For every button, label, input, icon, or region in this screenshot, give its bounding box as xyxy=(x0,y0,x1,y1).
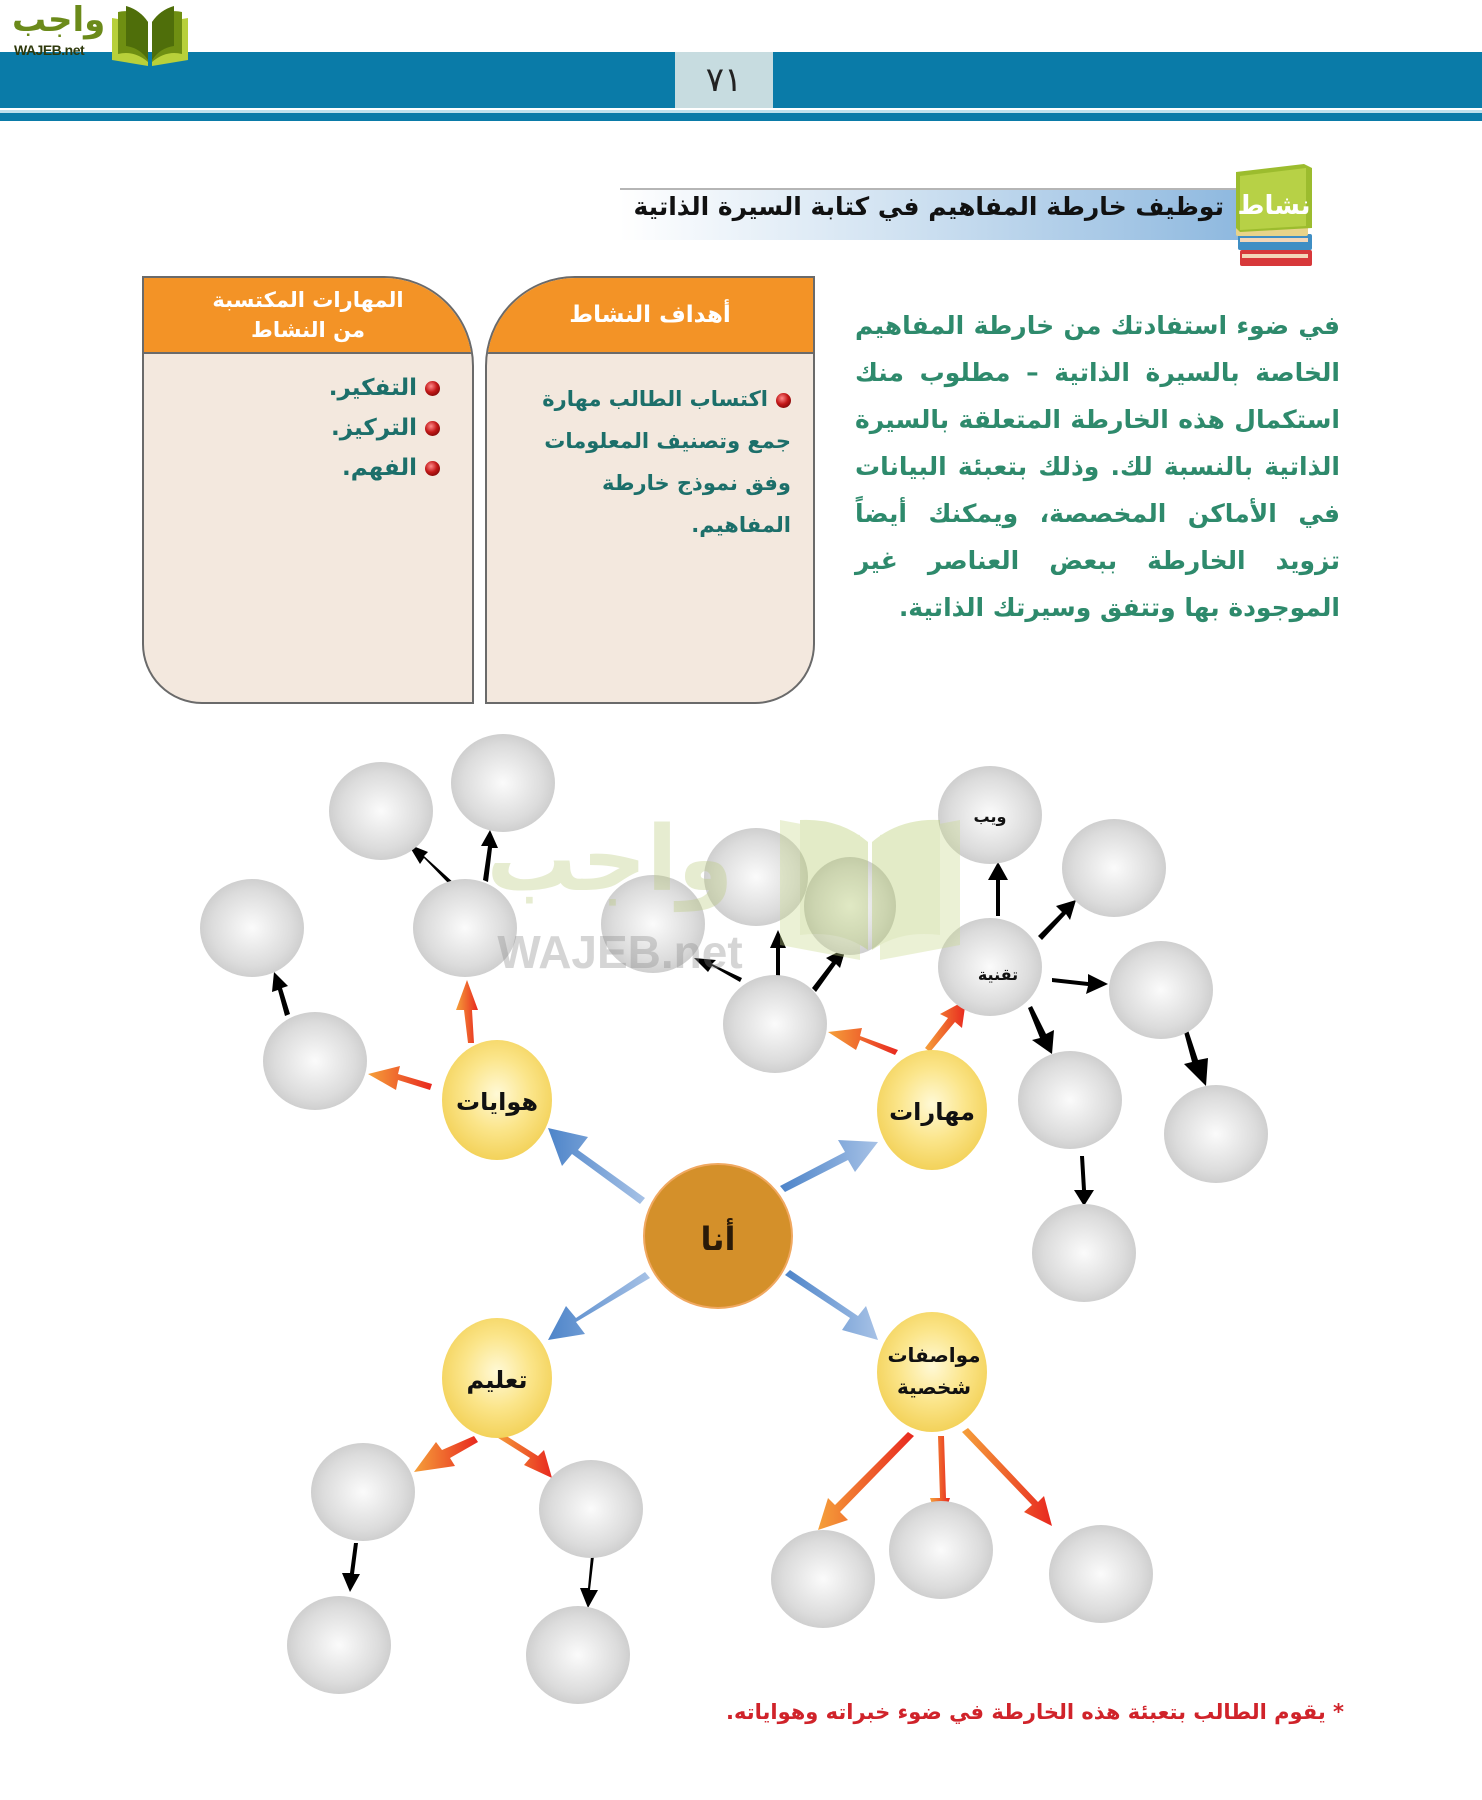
skills-heading-line1: المهارات المكتسبة xyxy=(212,288,404,312)
traits-label-line2: شخصية xyxy=(896,1375,972,1399)
goals-list-item: اكتساب الطالب مهارة جمع وتصنيف المعلومات وفق نموذج خارطة المفاهيم. xyxy=(542,387,791,537)
leaf-node xyxy=(1062,819,1166,917)
svg-text:واجب: واجب xyxy=(486,807,734,912)
web-label: ويب xyxy=(973,807,1007,826)
svg-text:WAJEB.net: WAJEB.net xyxy=(497,926,743,978)
arrow-to-skills-icon xyxy=(780,1140,878,1192)
arrow-to-hobbies-icon xyxy=(548,1128,645,1204)
skills-list-item: التركيز. xyxy=(162,408,440,448)
leaf-node xyxy=(287,1596,391,1694)
activity-title: توظيف خارطة المفاهيم في كتابة السيرة الذاتية xyxy=(633,192,1224,221)
skills-heading-line2: من النشاط xyxy=(251,318,365,342)
leaf-node xyxy=(1032,1204,1136,1302)
leaf-node xyxy=(263,1012,367,1110)
leaf-node xyxy=(723,975,827,1073)
leaf-node xyxy=(539,1460,643,1558)
leaf-node xyxy=(311,1443,415,1541)
center-label: أنا xyxy=(700,1220,736,1258)
skills-list-item: الفهم. xyxy=(162,448,440,488)
logo-text-en: WAJEB.net xyxy=(14,42,85,58)
activity-badge: نشاط xyxy=(1237,191,1311,221)
leaf-node xyxy=(1164,1085,1268,1183)
education-label: تعليم xyxy=(466,1366,528,1394)
leaf-node xyxy=(1109,941,1213,1039)
hobbies-label: هوايات xyxy=(455,1088,539,1116)
page-number: ٧١ xyxy=(675,52,773,108)
leaf-node xyxy=(1049,1525,1153,1623)
arrow-to-traits-icon xyxy=(785,1270,878,1340)
branch-node-traits xyxy=(877,1312,987,1432)
wajeb-watermark-icon xyxy=(487,807,960,978)
footnote: * يقوم الطالب بتعبئة هذه الخارطة في ضوء خبراته وهواياته. xyxy=(726,1700,1344,1724)
leaf-node xyxy=(1018,1051,1122,1149)
logo-text-ar: واجب xyxy=(12,0,106,40)
tech-label: تقنية xyxy=(977,965,1019,984)
skills-list-item: التفكير. xyxy=(162,368,440,408)
skills-label: مهارات xyxy=(889,1098,975,1126)
leaf-node xyxy=(771,1530,875,1628)
leaf-node xyxy=(200,879,304,977)
arrow-to-education-icon xyxy=(548,1272,650,1340)
leaf-node xyxy=(329,762,433,860)
intro-paragraph: في ضوء استفادتك من خارطة المفاهيم الخاصة بالسيرة الذاتية – مطلوب منك استكمال هذه الخارطة المتعلقة بالسيرة الذاتية بالنسبة لك. وذلك بتعبئة البيانات في الأماكن المخصصة، ويمكنك أيضاً تزويد الخارطة ببعض العناصر غير الموجودة بها وتتفق وسيرتك الذاتية. xyxy=(855,311,1340,622)
goals-heading: أهداف النشاط xyxy=(487,278,813,352)
leaf-node xyxy=(526,1606,630,1704)
leaf-node xyxy=(889,1501,993,1599)
traits-label-line1: مواصفات xyxy=(887,1343,981,1367)
